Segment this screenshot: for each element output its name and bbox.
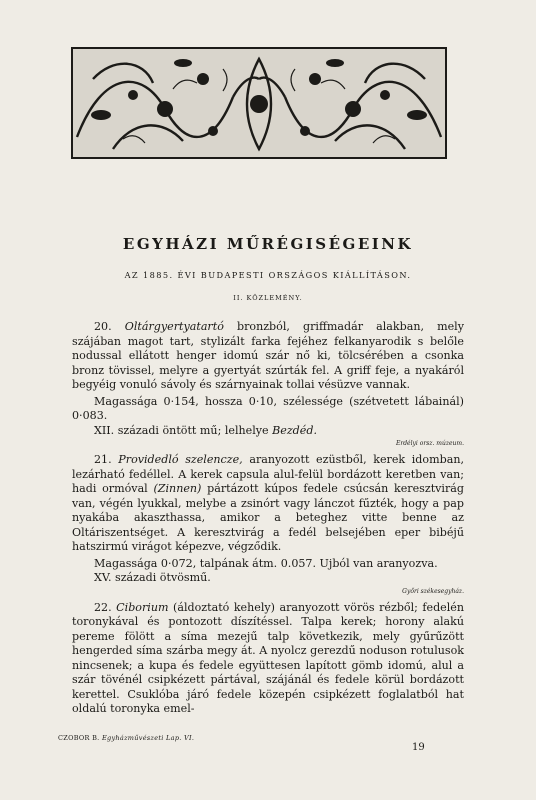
footer-journal: Egyházművészeti Lap. VI. bbox=[101, 734, 195, 742]
item-20-description bbox=[72, 320, 464, 393]
item-21-name: Providedló szelencze, bbox=[118, 453, 243, 466]
item-21-number: 21. bbox=[94, 453, 112, 466]
item-21-source: Győri székesegyház. bbox=[402, 587, 464, 595]
page-number: 19 bbox=[412, 742, 425, 753]
installment-label: II. KÖZLEMÉNY. bbox=[233, 294, 303, 302]
footer-author: CZOBOR B. bbox=[58, 734, 100, 742]
item-20-date bbox=[72, 424, 464, 439]
item-22-description bbox=[72, 601, 464, 717]
footer-signature bbox=[58, 734, 194, 742]
item-21-zinnen: (Zinnen) bbox=[153, 482, 202, 495]
item-20-name: Oltárgyertyatartó bbox=[124, 320, 224, 333]
item-20-dimensions: Magassága 0·154, hossza 0·10, szélessége (szétvetett lábainál) 0·083. bbox=[72, 394, 464, 422]
item-21-date: XV. századi ötvösmű. bbox=[94, 571, 211, 584]
item-21-dimensions: Magassága 0·072, talpának átm. 0.057. Ujból van aranyozva. bbox=[94, 556, 438, 570]
article-title: EGYHÁZI MŰRÉGISÉGEINK bbox=[122, 235, 414, 253]
ornament-illustration bbox=[73, 49, 445, 157]
item-20-place: Bezdéd. bbox=[272, 423, 317, 437]
ornamental-header-band bbox=[71, 47, 447, 159]
article-body bbox=[72, 320, 464, 717]
item-20-source: Erdélyi orsz. múzeum. bbox=[395, 440, 464, 447]
item-22-name: Ciborium bbox=[116, 600, 169, 614]
item-21-description bbox=[72, 453, 464, 555]
item-22-number: 22. bbox=[94, 600, 112, 614]
item-21-text-1: aranyozott ezüstből, kerek idomban, lezárható fedéllel. A kerek capsula alul-felül bordázott keretben van; hadi ormóval bbox=[72, 453, 464, 495]
item-22-text: (áldoztató kehely) aranyozott vörös rézből; fedelén toronykával és pontozott díszítéssel. Talpa kerek; horony alakú pereme fölött a síma mezejű talp következik, mely gyűrűzött hengerded síma szárba megy át. A nyolcz gerezdű noduson rotulusok nincsenek; a kupa és fedele együttesen lapított gömb idomú, alul a szár tövénél csipkézett pártával, szájánál és fedele körül bordázott kerettel. Csuklóba járó fedele közepén csipkézett foglalatból hat oldalú toronyka emel- bbox=[72, 600, 464, 715]
item-20-number: 20. bbox=[94, 320, 112, 333]
item-20-text: bronzból, griffmadár alakban, mely szájában magot tart, stylizált farka fejéhez felkanyarodik s belőle nodussal ellátott henger idomú szár nő ki, tölcsérében a csonka bronz tövissel, melyre a gyertyát szúrták fel. A griff feje, a nyakáról begyéig vonuló sávoly és szárnyainak tollai vésüzve vannak. bbox=[72, 320, 464, 391]
article-subtitle: AZ 1885. ÉVI BUDAPESTI ORSZÁGOS KIÁLLÍTÁSON. bbox=[124, 270, 412, 280]
item-20-date-text: XII. századi öntött mű; lelhelye bbox=[94, 423, 269, 437]
item-21-text-2: pártázott kúpos fedele csúcsán keresztvirág van, végén lyukkal, melybe a zsinórt vagy lánczot fűzték, hogy a pap nyakába akaszthassa, amikor a beteghez vitte benne az Oltáriszentséget. A keresztvirág a fedél belsejében eper bibéjű hatszirmú virágot képezve, végződik. bbox=[72, 482, 464, 553]
